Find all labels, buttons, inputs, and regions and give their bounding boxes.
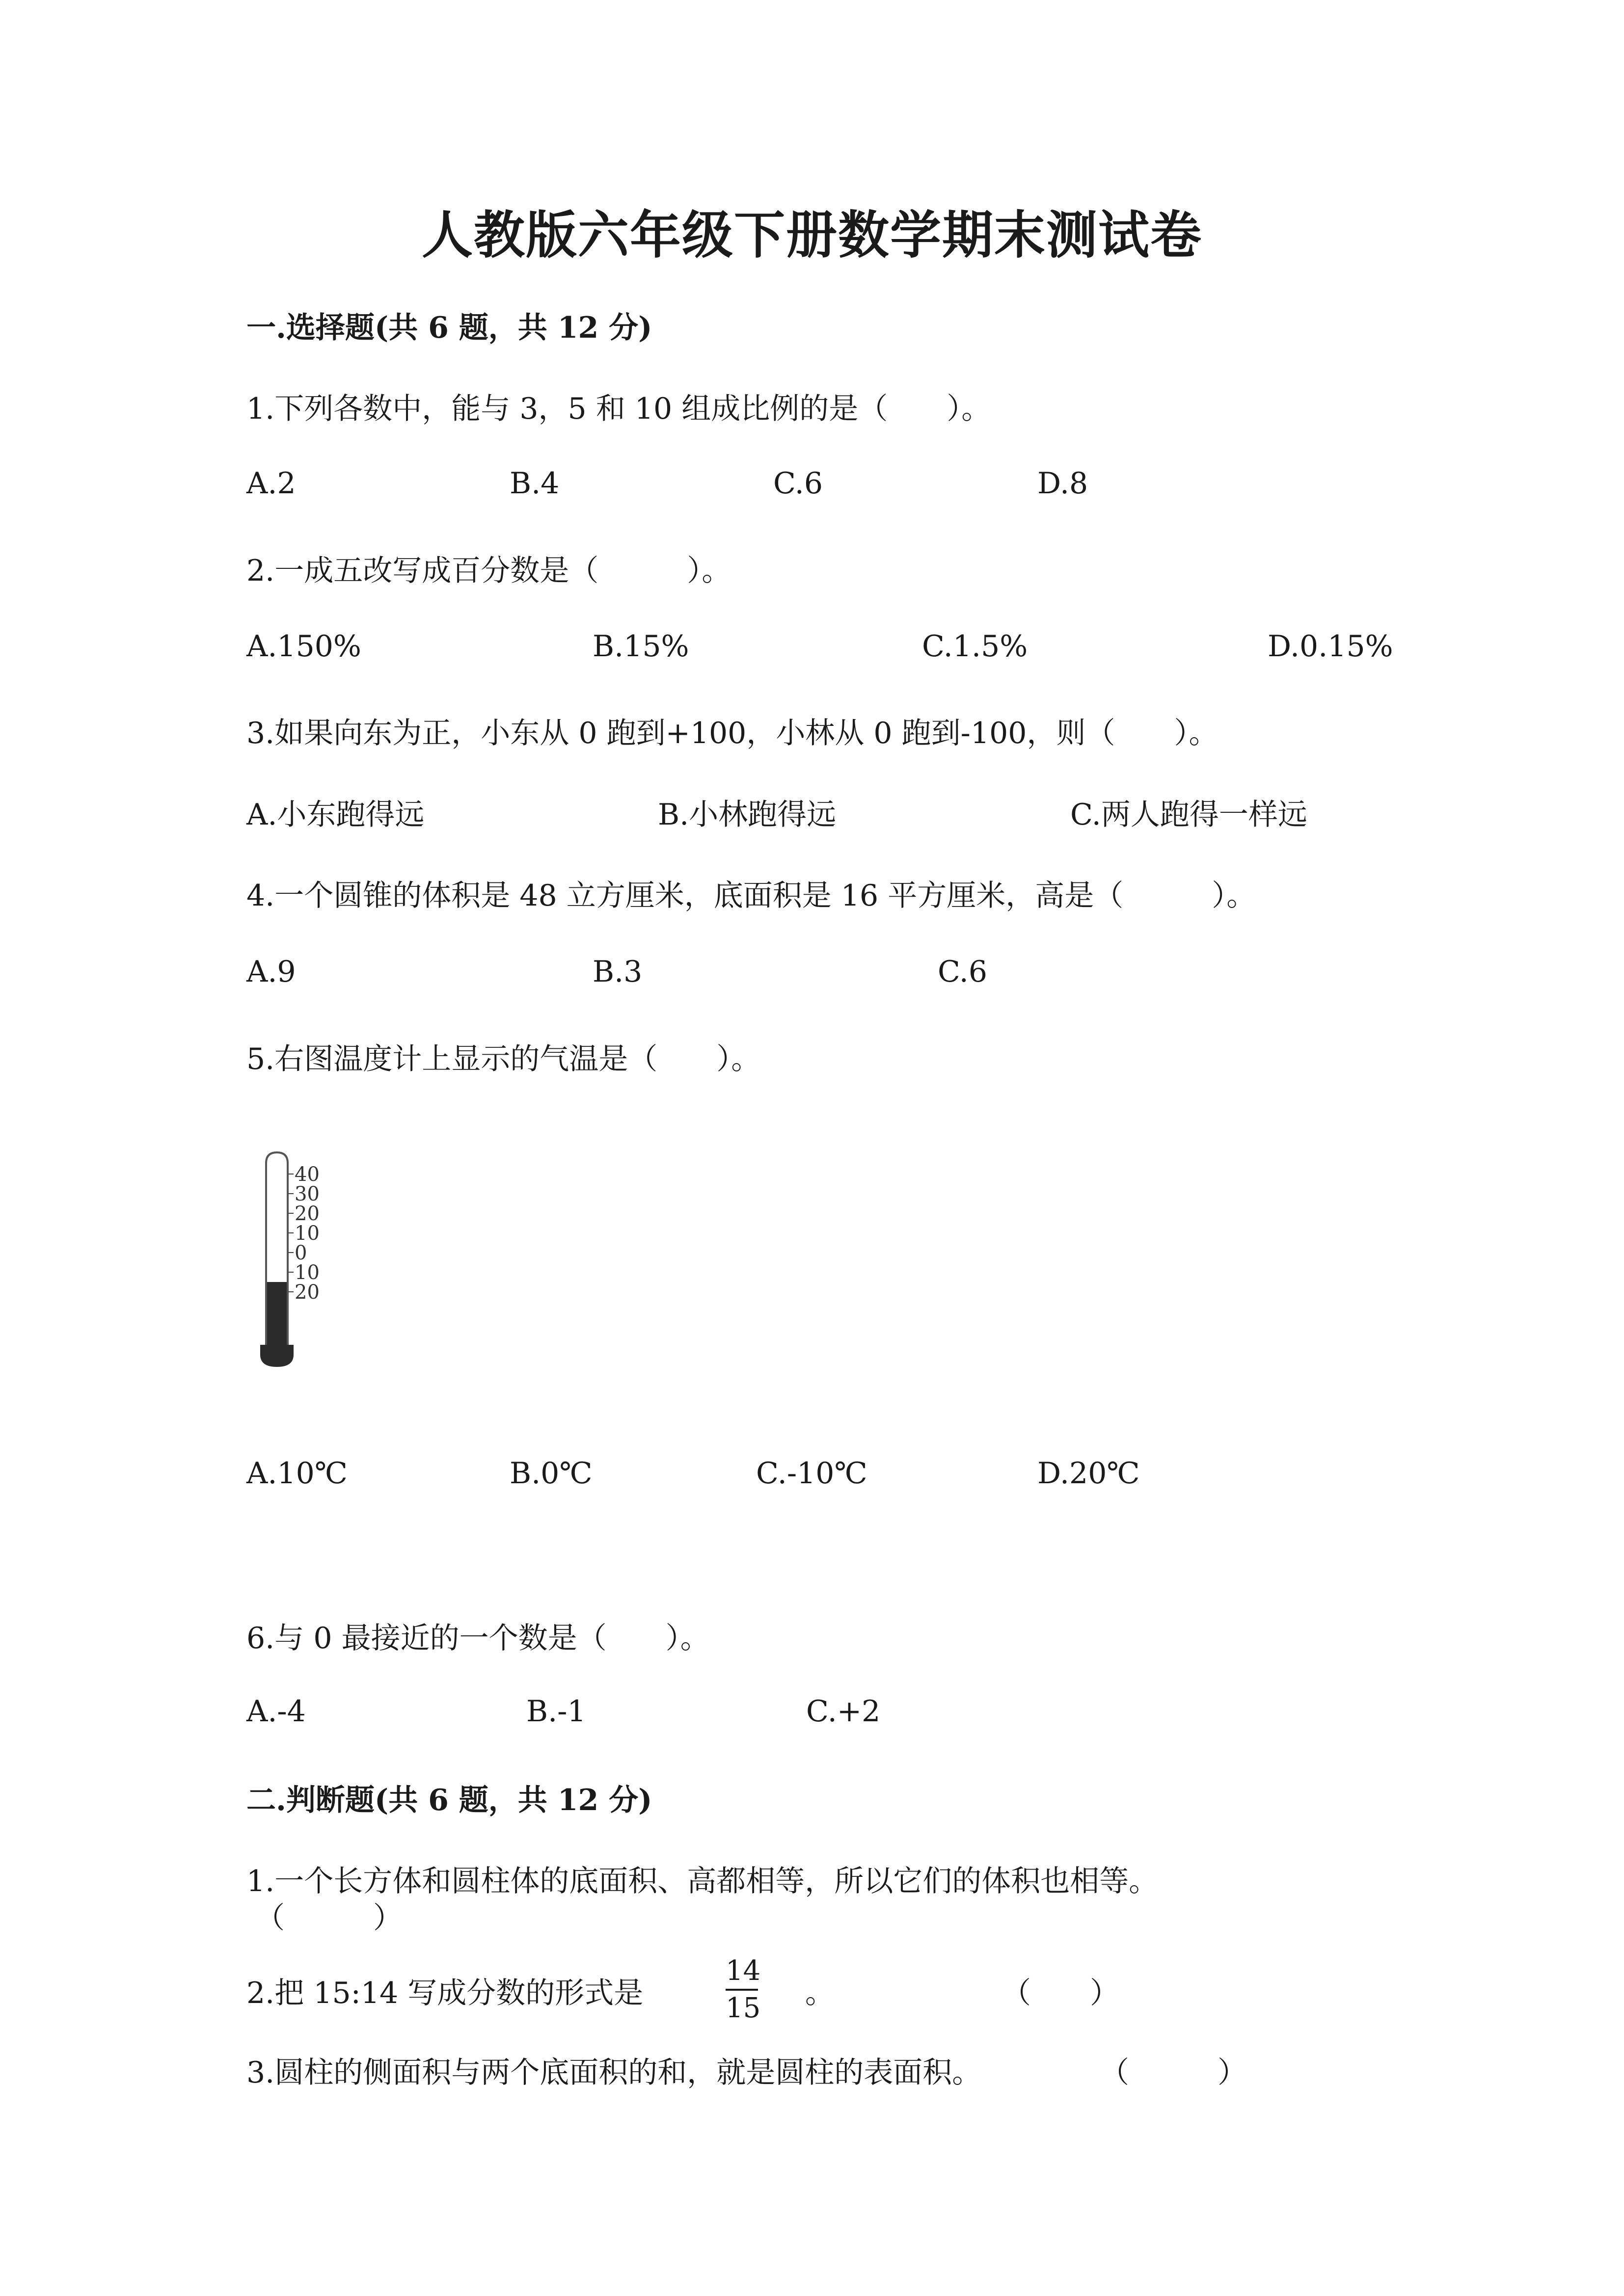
q3-option-a[interactable]: A.小东跑得远 xyxy=(246,798,425,832)
q6-option-b[interactable]: B.-1 xyxy=(526,1694,586,1729)
thermo-label-neg10: 10 xyxy=(295,1261,320,1284)
q2-option-b[interactable]: B.15% xyxy=(593,629,689,664)
thermo-label-10: 10 xyxy=(295,1222,320,1245)
fraction-numerator: 14 xyxy=(726,1955,761,1987)
q4-option-a[interactable]: A.9 xyxy=(246,955,296,989)
q1-option-d[interactable]: D.8 xyxy=(1037,466,1088,501)
question-4-stem: 4.一个圆锥的体积是 48 立方厘米，底面积是 16 平方厘米，高是（ ）。 xyxy=(246,879,1256,913)
thermo-label-40: 40 xyxy=(295,1163,320,1186)
q6-option-a[interactable]: A.-4 xyxy=(246,1694,306,1729)
judge-2-text: 2.把 15:14 写成分数的形式是 xyxy=(246,1976,644,2010)
judge-2-period: 。 xyxy=(805,1976,835,2010)
judge-3-text: 3.圆柱的侧面积与两个底面积的和，就是圆柱的表面积。 xyxy=(246,2056,982,2090)
thermo-label-20: 20 xyxy=(295,1202,320,1225)
section-heading-choice: 一.选择题(共 6 题，共 12 分) xyxy=(246,311,652,345)
thermo-label-0: 0 xyxy=(295,1242,307,1264)
question-5-stem: 5.右图温度计上显示的气温是（ ）。 xyxy=(246,1042,761,1076)
q2-option-c[interactable]: C.1.5% xyxy=(922,629,1028,664)
judge-1-text: 1.一个长方体和圆柱体的底面积、高都相等，所以它们的体积也相等。 xyxy=(246,1864,1159,1898)
q5-option-b[interactable]: B.0℃ xyxy=(510,1456,593,1491)
judge-2-fraction xyxy=(726,1955,761,2024)
q4-option-b[interactable]: B.3 xyxy=(593,955,643,989)
q2-option-a[interactable]: A.150% xyxy=(246,629,361,664)
q3-option-b[interactable]: B.小林跑得远 xyxy=(658,798,837,832)
q2-option-d[interactable]: D.0.15% xyxy=(1268,629,1393,664)
thermo-label-neg20: 20 xyxy=(295,1281,320,1304)
q5-option-d[interactable]: D.20℃ xyxy=(1037,1456,1140,1491)
q6-option-c[interactable]: C.+2 xyxy=(806,1694,881,1729)
q5-option-a[interactable]: A.10℃ xyxy=(246,1456,348,1491)
q3-option-c[interactable]: C.两人跑得一样远 xyxy=(1070,798,1307,832)
page-title: 人教版六年级下册数学期末测试卷 xyxy=(421,205,1202,265)
q4-option-c[interactable]: C.6 xyxy=(938,955,988,989)
q1-option-c[interactable]: C.6 xyxy=(773,466,823,501)
fraction-denominator: 15 xyxy=(726,1992,761,2024)
q1-option-a[interactable]: A.2 xyxy=(246,466,296,501)
thermometer-icon xyxy=(255,1148,353,1374)
question-1-stem: 1.下列各数中，能与 3，5 和 10 组成比例的是（ ）。 xyxy=(246,392,991,426)
judge-1-answer-box[interactable]: （ ） xyxy=(255,1901,403,1935)
q5-option-c[interactable]: C.-10℃ xyxy=(756,1456,867,1491)
section-heading-judgement: 二.判断题(共 6 题，共 12 分) xyxy=(246,1783,652,1817)
fraction-bar xyxy=(726,1989,758,1991)
judge-3-answer-box[interactable]: （ ） xyxy=(1100,2056,1247,2090)
thermo-label-30: 30 xyxy=(295,1183,320,1205)
question-3-stem: 3.如果向东为正，小东从 0 跑到+100，小林从 0 跑到-100，则（ ）。 xyxy=(246,716,1218,750)
q1-option-b[interactable]: B.4 xyxy=(510,466,560,501)
thermometer-figure xyxy=(255,1148,353,1374)
judge-2-answer-box[interactable]: （ ） xyxy=(1001,1976,1119,2010)
question-6-stem: 6.与 0 最接近的一个数是（ ）。 xyxy=(246,1621,710,1655)
question-2-stem: 2.一成五改写成百分数是（ ）。 xyxy=(246,554,731,588)
